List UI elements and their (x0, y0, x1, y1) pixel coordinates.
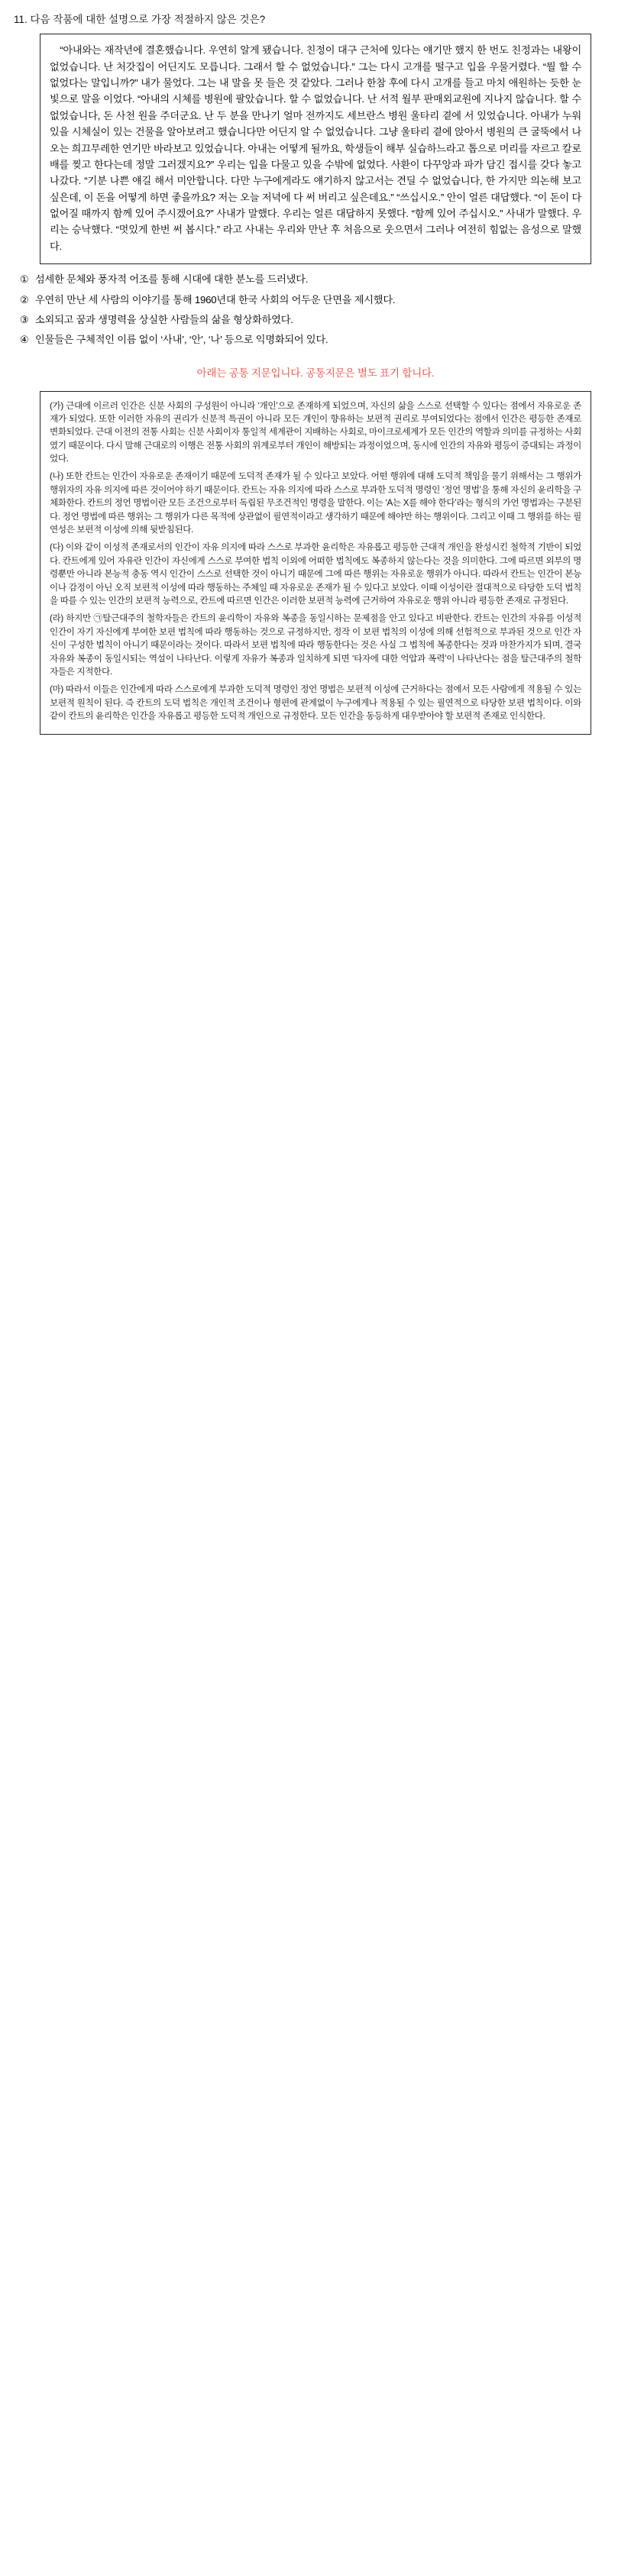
common-passage-paragraph: (라) 하지만 ㉠탈근대주의 철학자들은 칸트의 윤리학이 자유와 복종을 동일시하는 문제점을 안고 있다고 비판한다. 칸트는 인간의 자유를 이성적 인간이 자기 자신에게 부여한 보편 법칙에 따라 행동하는 것으로 규정하지만, 정작 이 보편 법칙의 이성에 의해 선험적으로 부과된 것으로 인간 자신이 구성한 법칙이 아니기 때문이라는 것이다. 따라서 보편 법칙에 따라 행동한다는 것은 사실 그 법칙에 복종한다는 것과 마찬가지가 되며, 결국 자유와 복종이 동일시되는 역설이 나타난다. 이렇게 자유가 복종과 일치하게 되면 ‘타자에 대한 억압과 폭력’이 나타난다는 점을 탈근대주의 철학자들은 지적한다. (50, 613, 581, 677)
choice-marker: ④ (20, 334, 29, 346)
question-stem: 11. 다음 작품에 대한 설명으로 가장 적절하지 않은 것은? (14, 14, 266, 25)
answer-choices (20, 272, 620, 348)
document-page (0, 0, 631, 748)
choice-marker: ② (20, 293, 29, 305)
literary-passage-box (40, 34, 591, 264)
answer-choice[interactable] (20, 312, 620, 328)
common-passage-paragraph: (다) 이와 같이 이성적 존재로서의 인간이 자유 의지에 따라 스스로 부과한 윤리학은 자유롭고 평등한 근대적 개인을 완성시킨 철학적 기반이 되었다. 칸트에게 있어 자유란 인간이 자신에게 스스로 부여한 법칙 이외에 어떠한 법칙에도 복종하지 않는다는 것을 의미한다. 그에 따르면 외부의 명령뿐만 아니라 본능적 충동 역시 인간이 스스로 선택한 것이 아니기 때문에 그에 따른 행위는 자유로운 행위가 아니다. 따라서 칸트는 인간이 본능이나 감정이 아닌 오직 보편적 이성에 따라 행동하는 주체일 때 자유로운 존재가 될 수 있다고 보았다. 이때 이성이란 절대적으로 타당한 도덕 법칙을 따를 수 있는 인간의 보편적 능력으로, 칸트에 따르면 인간은 이러한 보편적 능력에 근거하여 자유로운 행위 아니라 평등한 존재로 규정된다. (50, 542, 581, 606)
common-passage-paragraph: (마) 따라서 이들은 인간에게 따라 스스로에게 부과한 도덕적 명령인 정언 명법은 보편적 이성에 근거하다는 점에서 모든 사람에게 적용될 수 있는 보편적 원칙이 된다. 즉 칸트의 도덕 법칙은 개인적 조건이나 형편에 관계없이 누구에게나 적용될 수 있는 필연적으로 타당한 보편 법칙이다. 이와 같이 칸트의 윤리학은 인간을 자유롭고 평등한 도덕적 개인으로 규정한다. 모든 인간을 동등하게 대우받아야 할 보편적 존재로 인식한다. (50, 684, 581, 722)
common-passage-paragraph: (가) 근대에 이르러 인간은 신분 사회의 구성원이 아니라 ‘개인’으로 존재하게 되었으며, 자신의 삶을 스스로 선택할 수 있다는 점에서 자유로운 존재가 되었다. 또한 이러한 자유의 권리가 신분적 특권이 아니라 모든 개인이 향유하는 보편적 권리로 부여되었다는 점에서 인간은 평등한 존재로 변화되었다. 근대 이전의 전통 사회는 신분 사회이자 통일적 세계관이 지배하는 사회로, 마이크로세계가 모든 인간의 역할과 의미를 규정하는 사회였기 때문이다. 다시 말해 근대로의 이행은 전통 사회의 위계로부터 개인이 해방되는 과정이었으며, 동시에 인간의 자유와 평등이 증대되는 과정이었다. (50, 400, 581, 464)
choice-text: 인물들은 구체적인 이름 없이 ‘사내’, ‘안’, ‘나’ 등으로 익명화되어 있다. (35, 334, 328, 346)
choice-marker: ③ (20, 314, 29, 326)
common-passage-paragraph: (나) 또한 칸트는 인간이 자유로운 존재이기 때문에 도덕적 존재가 될 수 있다고 보았다. 어떤 행위에 대해 도덕적 책임을 물기 위해서는 그 행위가 행위자의 자유 의지에 따른 것이어야 하기 때문이다. 칸트는 자유 의지에 따라 스스로 부과한 도덕적 명령인 ‘정언 명법’을 통해 자신의 윤리학을 구체화한다. 칸트의 정언 명법이란 모든 조건으로부터 독립된 무조건적인 명령을 말한다. 이는 ‘A는 X를 해야 한다’라는 형식의 가언 명법과는 구분된다. 정언 명법에 따른 행위는 그 행위가 다른 목적에 상관없이 필연적이라고 생각하기 때문에 해야만 하는 행위이다. 그리고 이때 그 행위를 하는 필연성은 보편적 이성에 의해 뒷받침된다. (50, 471, 581, 535)
choice-text: 소외되고 꿈과 생명력을 상실한 사람들의 삶을 형상화하였다. (35, 314, 293, 326)
choice-text: 우연히 만난 세 사람의 이야기를 통해 1960년대 한국 사회의 어두운 단면을 제시했다. (35, 293, 396, 305)
choice-text: 섬세한 문체와 풍자적 어조를 통해 시대에 대한 분노를 드러냈다. (35, 273, 309, 286)
answer-choice[interactable] (20, 332, 620, 347)
answer-choice[interactable] (20, 272, 620, 287)
common-passage-box (40, 391, 591, 735)
choice-marker: ① (20, 273, 29, 286)
answer-choice[interactable] (20, 293, 620, 308)
common-passage-note: 아래는 공통 지문입니다. 공통지문은 별도 표기 합니다. (196, 367, 435, 379)
literary-passage-text: “아내와는 재작년에 결혼했습니다. 우연히 알게 됐습니다. 친정이 대구 근처에 있다는 얘기만 했지 한 번도 친정과는 내왕이 없었습니다. 난 처갓집이 어딘지도 모릅니다. 그래서 할 수 없었습니다.” 그는 다시 고개를 떨구고 입을 우물거렸다. “뭘 할 수 없었다는 말입니까?” 내가 물었다. 그는 내 말을 못 들은 것 같았다. 그러나 한참 후에 다시 고개를 들고 마치 애원하는 듯한 눈빛으로 말을 이었다. “아내의 시체를 병원에 팔았습니다. 할 수 없었습니다. 난 서적 월부 판매외교원에 지나지 않습니다. 할 수 없었습니다, 돈 사천 원을 주더군요. 난 두 분을 만나기 얼마 전까지도 세브란스 병원 울타리 곁에 서 있었습니다. 아내가 누워 있을 시체실이 있는 건물을 알아보려고 했습니다만 어딘지 알 수 없었습니다. 그냥 울타리 곁에 앉아서 병원의 큰 굴뚝에서 나오는 희끄무레한 연기만 바라보고 있었습니다. 아내는 어떻게 될까요, 학생들이 해부 실습하느라고 톱으로 머리를 자르고 칼로 배를 찢고 한다는데 정말 그러겠지요?” 우리는 입을 다물고 있을 수밖에 없었다. 사환이 다꾸앙과 파가 담긴 접시를 갖다 놓고 나갔다. “기분 나쁜 얘길 해서 미안합니다. 다만 누구에게라도 얘기하지 않고서는 견딜 수 없었습니다, 한 가지만 의논해 보고 싶은데, 이 돈을 어떻게 하면 좋을까요? 저는 오늘 저녁에 다 써 버리고 싶은데요.” “쓰십시오.” 안이 얼른 대답했다. “이 돈이 다 없어질 때까지 함께 있어 주시겠어요?” 사내가 말했다. 우리는 얼른 대답하지 못했다. “함께 있어 주십시오.” 사내가 말했다. 우리는 승낙했다. “멋있게 한번 써 봅시다.” 라고 사내는 우리와 만난 후 처음으로 웃으면서 그러나 여전히 힘없는 음성으로 말했다. (50, 44, 581, 252)
